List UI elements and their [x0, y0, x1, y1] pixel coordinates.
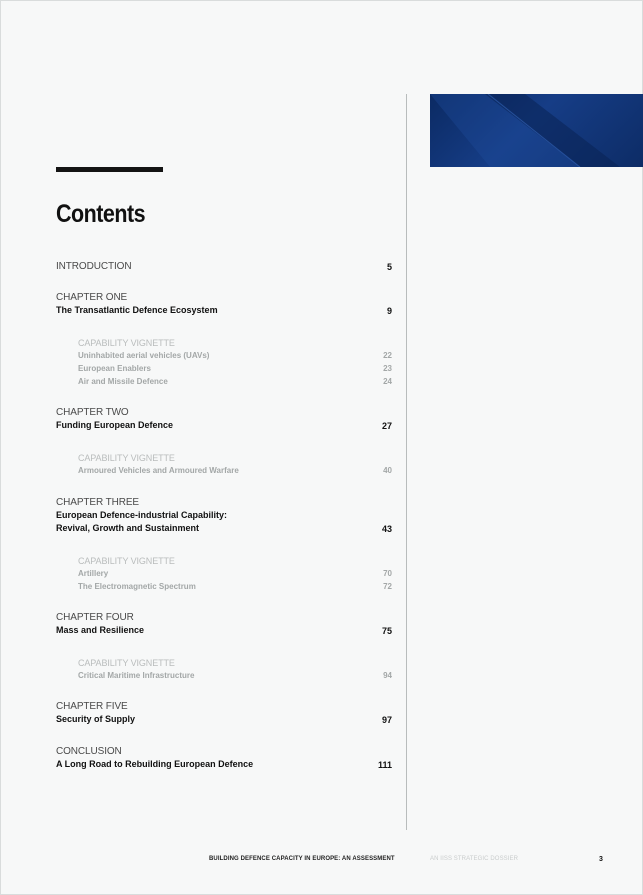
- vignette-label: CAPABILITY VIGNETTE: [78, 338, 175, 348]
- vignette-title: Uninhabited aerial vehicles (UAVs): [78, 351, 210, 360]
- vignette-group: [78, 338, 392, 388]
- chapter-label: CHAPTER ONE: [56, 292, 128, 303]
- page-number: 43: [381, 524, 392, 534]
- column-divider: [406, 94, 407, 830]
- cover-image: [430, 94, 643, 167]
- footer-series: AN IISS STRATEGIC DOSSIER: [430, 856, 519, 862]
- page-number: 97: [381, 715, 392, 725]
- vignette-title: Critical Maritime Infrastructure: [78, 671, 195, 680]
- vignette-item[interactable]: [78, 375, 392, 388]
- vignette-group: [78, 453, 392, 477]
- toc-introduction[interactable]: [56, 261, 392, 273]
- section-label: CONCLUSION: [56, 746, 122, 757]
- chapter-title-line-2: Revival, Growth and Sustainment: [56, 523, 200, 533]
- page-number: 72: [383, 582, 392, 591]
- toc-chapter-four[interactable]: [56, 612, 392, 637]
- chapter-label: CHAPTER FOUR: [56, 612, 134, 623]
- chapter-title: Mass and Resilience: [56, 625, 145, 635]
- vignette-item[interactable]: [78, 580, 392, 593]
- section-label: INTRODUCTION: [56, 261, 132, 272]
- page-number: 22: [383, 351, 392, 360]
- toc-conclusion[interactable]: [56, 746, 392, 771]
- page-title: Contents: [56, 200, 146, 228]
- page-number: 5: [386, 262, 392, 272]
- vignette-title: Air and Missile Defence: [78, 377, 168, 386]
- footer-publication-title: BUILDING DEFENCE CAPACITY IN EUROPE: AN ASSESSMENT: [209, 856, 395, 862]
- page-number: 94: [383, 671, 392, 680]
- footer-page-number: 3: [599, 856, 603, 863]
- page-footer: [0, 856, 643, 868]
- vignette-item[interactable]: [78, 567, 392, 580]
- vignette-item[interactable]: [78, 349, 392, 362]
- page-number: 40: [383, 466, 392, 475]
- vignette-title: European Enablers: [78, 364, 151, 373]
- vignette-title: The Electromagnetic Spectrum: [78, 582, 196, 591]
- chapter-title: Security of Supply: [56, 714, 136, 724]
- vignette-item[interactable]: [78, 362, 392, 375]
- chapter-label: CHAPTER FIVE: [56, 701, 128, 712]
- vignette-group: [78, 658, 392, 682]
- chapter-label: CHAPTER THREE: [56, 497, 139, 508]
- vignette-title: Armoured Vehicles and Armoured Warfare: [78, 466, 239, 475]
- page-number: 24: [383, 377, 392, 386]
- vignette-group: [78, 556, 392, 593]
- page-number: 23: [383, 364, 392, 373]
- vignette-label: CAPABILITY VIGNETTE: [78, 453, 175, 463]
- toc-chapter-one[interactable]: [56, 292, 392, 317]
- vignette-label: CAPABILITY VIGNETTE: [78, 556, 175, 566]
- chapter-title: A Long Road to Rebuilding European Defence: [56, 759, 254, 769]
- toc-chapter-two[interactable]: [56, 407, 392, 432]
- vignette-item[interactable]: [78, 669, 392, 682]
- toc-chapter-five[interactable]: [56, 701, 392, 726]
- vignette-label: CAPABILITY VIGNETTE: [78, 658, 175, 668]
- page-number: 9: [386, 306, 392, 316]
- chapter-label: CHAPTER TWO: [56, 407, 129, 418]
- chapter-title: The Transatlantic Defence Ecosystem: [56, 305, 218, 315]
- page-number: 75: [381, 626, 392, 636]
- title-accent-bar: [56, 167, 163, 172]
- page-number: 70: [383, 569, 392, 578]
- vignette-title: Artillery: [78, 569, 109, 578]
- chapter-title: Funding European Defence: [56, 420, 174, 430]
- vignette-item[interactable]: [78, 464, 392, 477]
- page-number: 27: [381, 421, 392, 431]
- toc-chapter-three[interactable]: [56, 497, 392, 535]
- page-number: 111: [377, 760, 392, 770]
- chapter-title-line-1: European Defence-industrial Capability:: [56, 510, 228, 520]
